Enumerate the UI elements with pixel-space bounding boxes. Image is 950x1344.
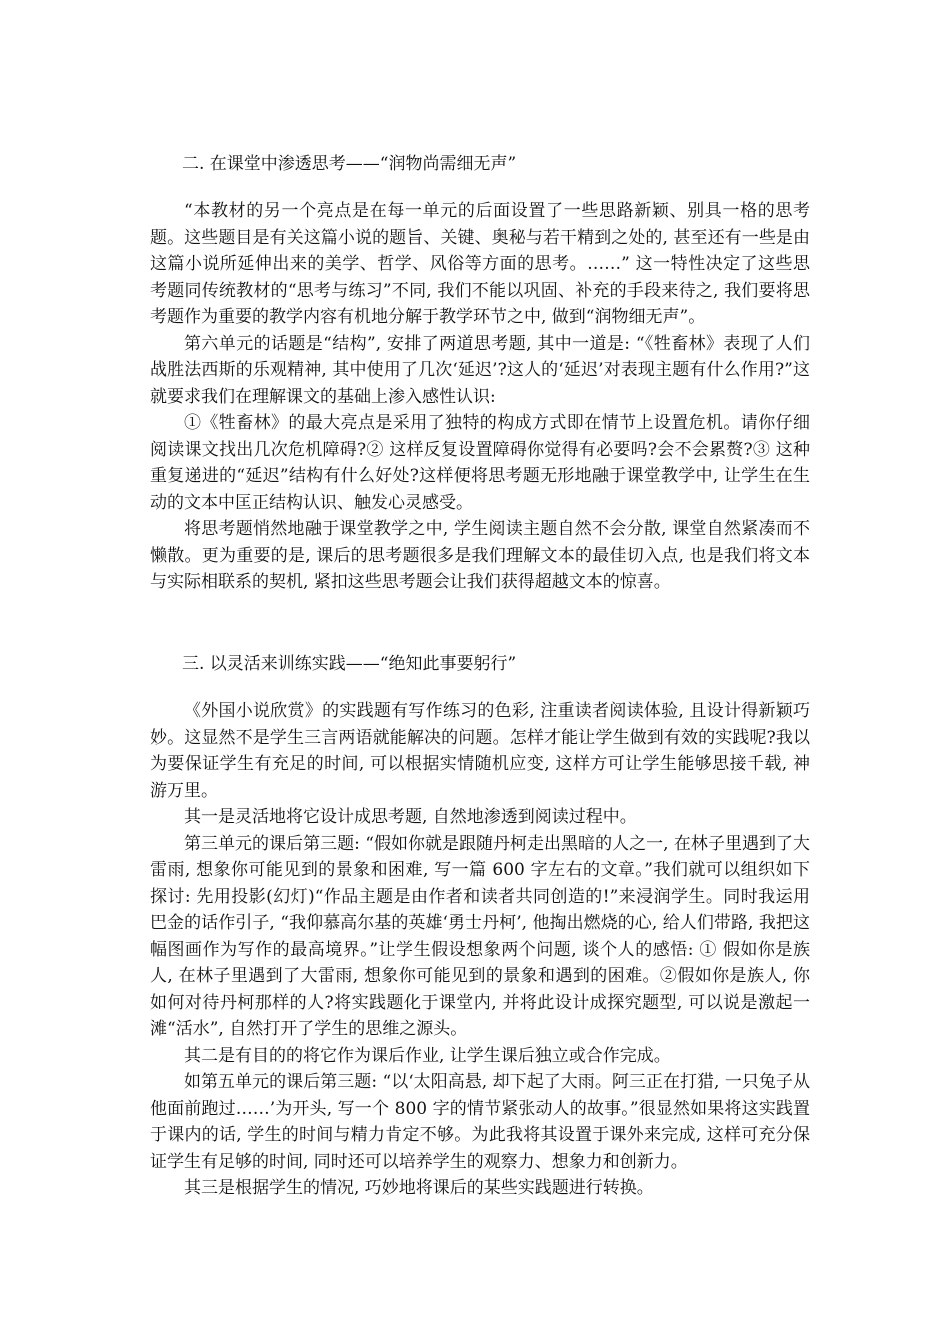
paragraph: 其二是有目的的将它作为课后作业, 让学生课后独立或合作完成。 xyxy=(184,1045,671,1066)
paragraph: 第三单元的课后第三题: “假如你就是跟随丹柯走出黑暗的人之一, 在林子里遇到了大雷雨, 想象你可能见到的景象和困难, 写一篇 600 字左右的文章。”我们就可以组织如下探讨: 先用投影(幻灯)“作品主题是由作者和读者共同创造的!”来浸润学生。同时我运用巴金的话作引子, “我仰慕高尔基的英雄‘勇士丹柯’, 他掏出燃烧的心, 给人们带路, 我把这幅图画作为写作的最高境界。”让学生假设想象两个问题, 谈个人的感悟: ① 假如你是族人, 在林子里遇到了大雷雨, 想象你可能见到的景象和遇到的困难。②假如你是族人, 你如何对待丹柯那样的人?将实践题化于课堂内, 并将此设计成探究题型, 可以说是激起一滩“活水”, 自然打开了学生的思维之源头。 xyxy=(150,833,810,1039)
section-3-body xyxy=(150,698,810,1202)
paragraph: 如第五单元的课后第三题: “以‘太阳高悬, 却下起了大雨。阿三正在打猎, 一只兔子从他面前跑过……’为开头, 写一个 800 字的情节紧张动人的故事。”很显然如果将这实践置于课内的话, 学生的时间与精力肯定不够。为此我将其设置于课外来完成, 这样可充分保证学生有足够的时间, 同时还可以培养学生的观察力、想象力和创新力。 xyxy=(150,1072,810,1172)
paragraph: 将思考题悄然地融于课堂教学之中, 学生阅读主题自然不会分散, 课堂自然紧凑而不懒散。更为重要的是, 课后的思考题很多是我们理解文本的最佳切入点, 也是我们将文本与实际相联系的契机, 紧扣这些思考题会让我们获得超越文本的惊喜。 xyxy=(150,519,810,592)
section-heading-2: 二. 在课堂中渗透思考——“润物尚需细无声” xyxy=(182,154,517,174)
section-2-body xyxy=(150,198,810,596)
section-heading-3: 三. 以灵活来训练实践——“绝知此事要躬行” xyxy=(182,654,517,674)
paragraph: 第六单元的话题是“结构”, 安排了两道思考题, 其中一道是: “《牲畜林》表现了人们战胜法西斯的乐观精神, 其中使用了几次‘延迟’?这人的‘延迟’对表现主题有什么作用?”这就要求我们在理解课文的基础上渗入感性认识: xyxy=(150,333,810,407)
paragraph: 其一是灵活地将它设计成思考题, 自然地渗透到阅读过程中。 xyxy=(184,807,637,827)
paragraph: 《外国小说欣赏》的实践题有写作练习的色彩, 注重读者阅读体验, 且设计得新颖巧妙。这显然不是学生三言两语就能解决的问题。怎样才能让学生做到有效的实践呢?我以为要保证学生有充足的时间, 可以根据实情随机应变, 这样方可让学生能够思接千载, 神游万里。 xyxy=(150,701,810,801)
paragraph: ①《牲畜林》的最大亮点是采用了独特的构成方式即在情节上设置危机。请你仔细阅读课文找出几次危机障碍?② 这样反复设置障碍你觉得有必要吗?会不会累赘?③ 这种重复递进的“延迟”结构有什么好处?这样便将思考题无形地融于课堂教学中, 让学生在生动的文本中匡正结构认识、触发心灵感受。 xyxy=(150,413,810,513)
paragraph: 其三是根据学生的情况, 巧妙地将课后的某些实践题进行转换。 xyxy=(184,1178,654,1198)
paragraph: “本教材的另一个亮点是在每一单元的后面设置了一些思路新颖、别具一格的思考题。这些题目是有关这篇小说的题旨、关键、奥秘与若干精到之处的, 甚至还有一些是由这篇小说所延伸出来的美学、哲学、风俗等方面的思考。……” 这一特性决定了这些思考题同传统教材的“思考与练习”不同, 我们不能以巩固、补充的手段来待之, 我们要将思考题作为重要的教学内容有机地分解于教学环节之中, 做到“润物细无声”。 xyxy=(150,201,810,327)
